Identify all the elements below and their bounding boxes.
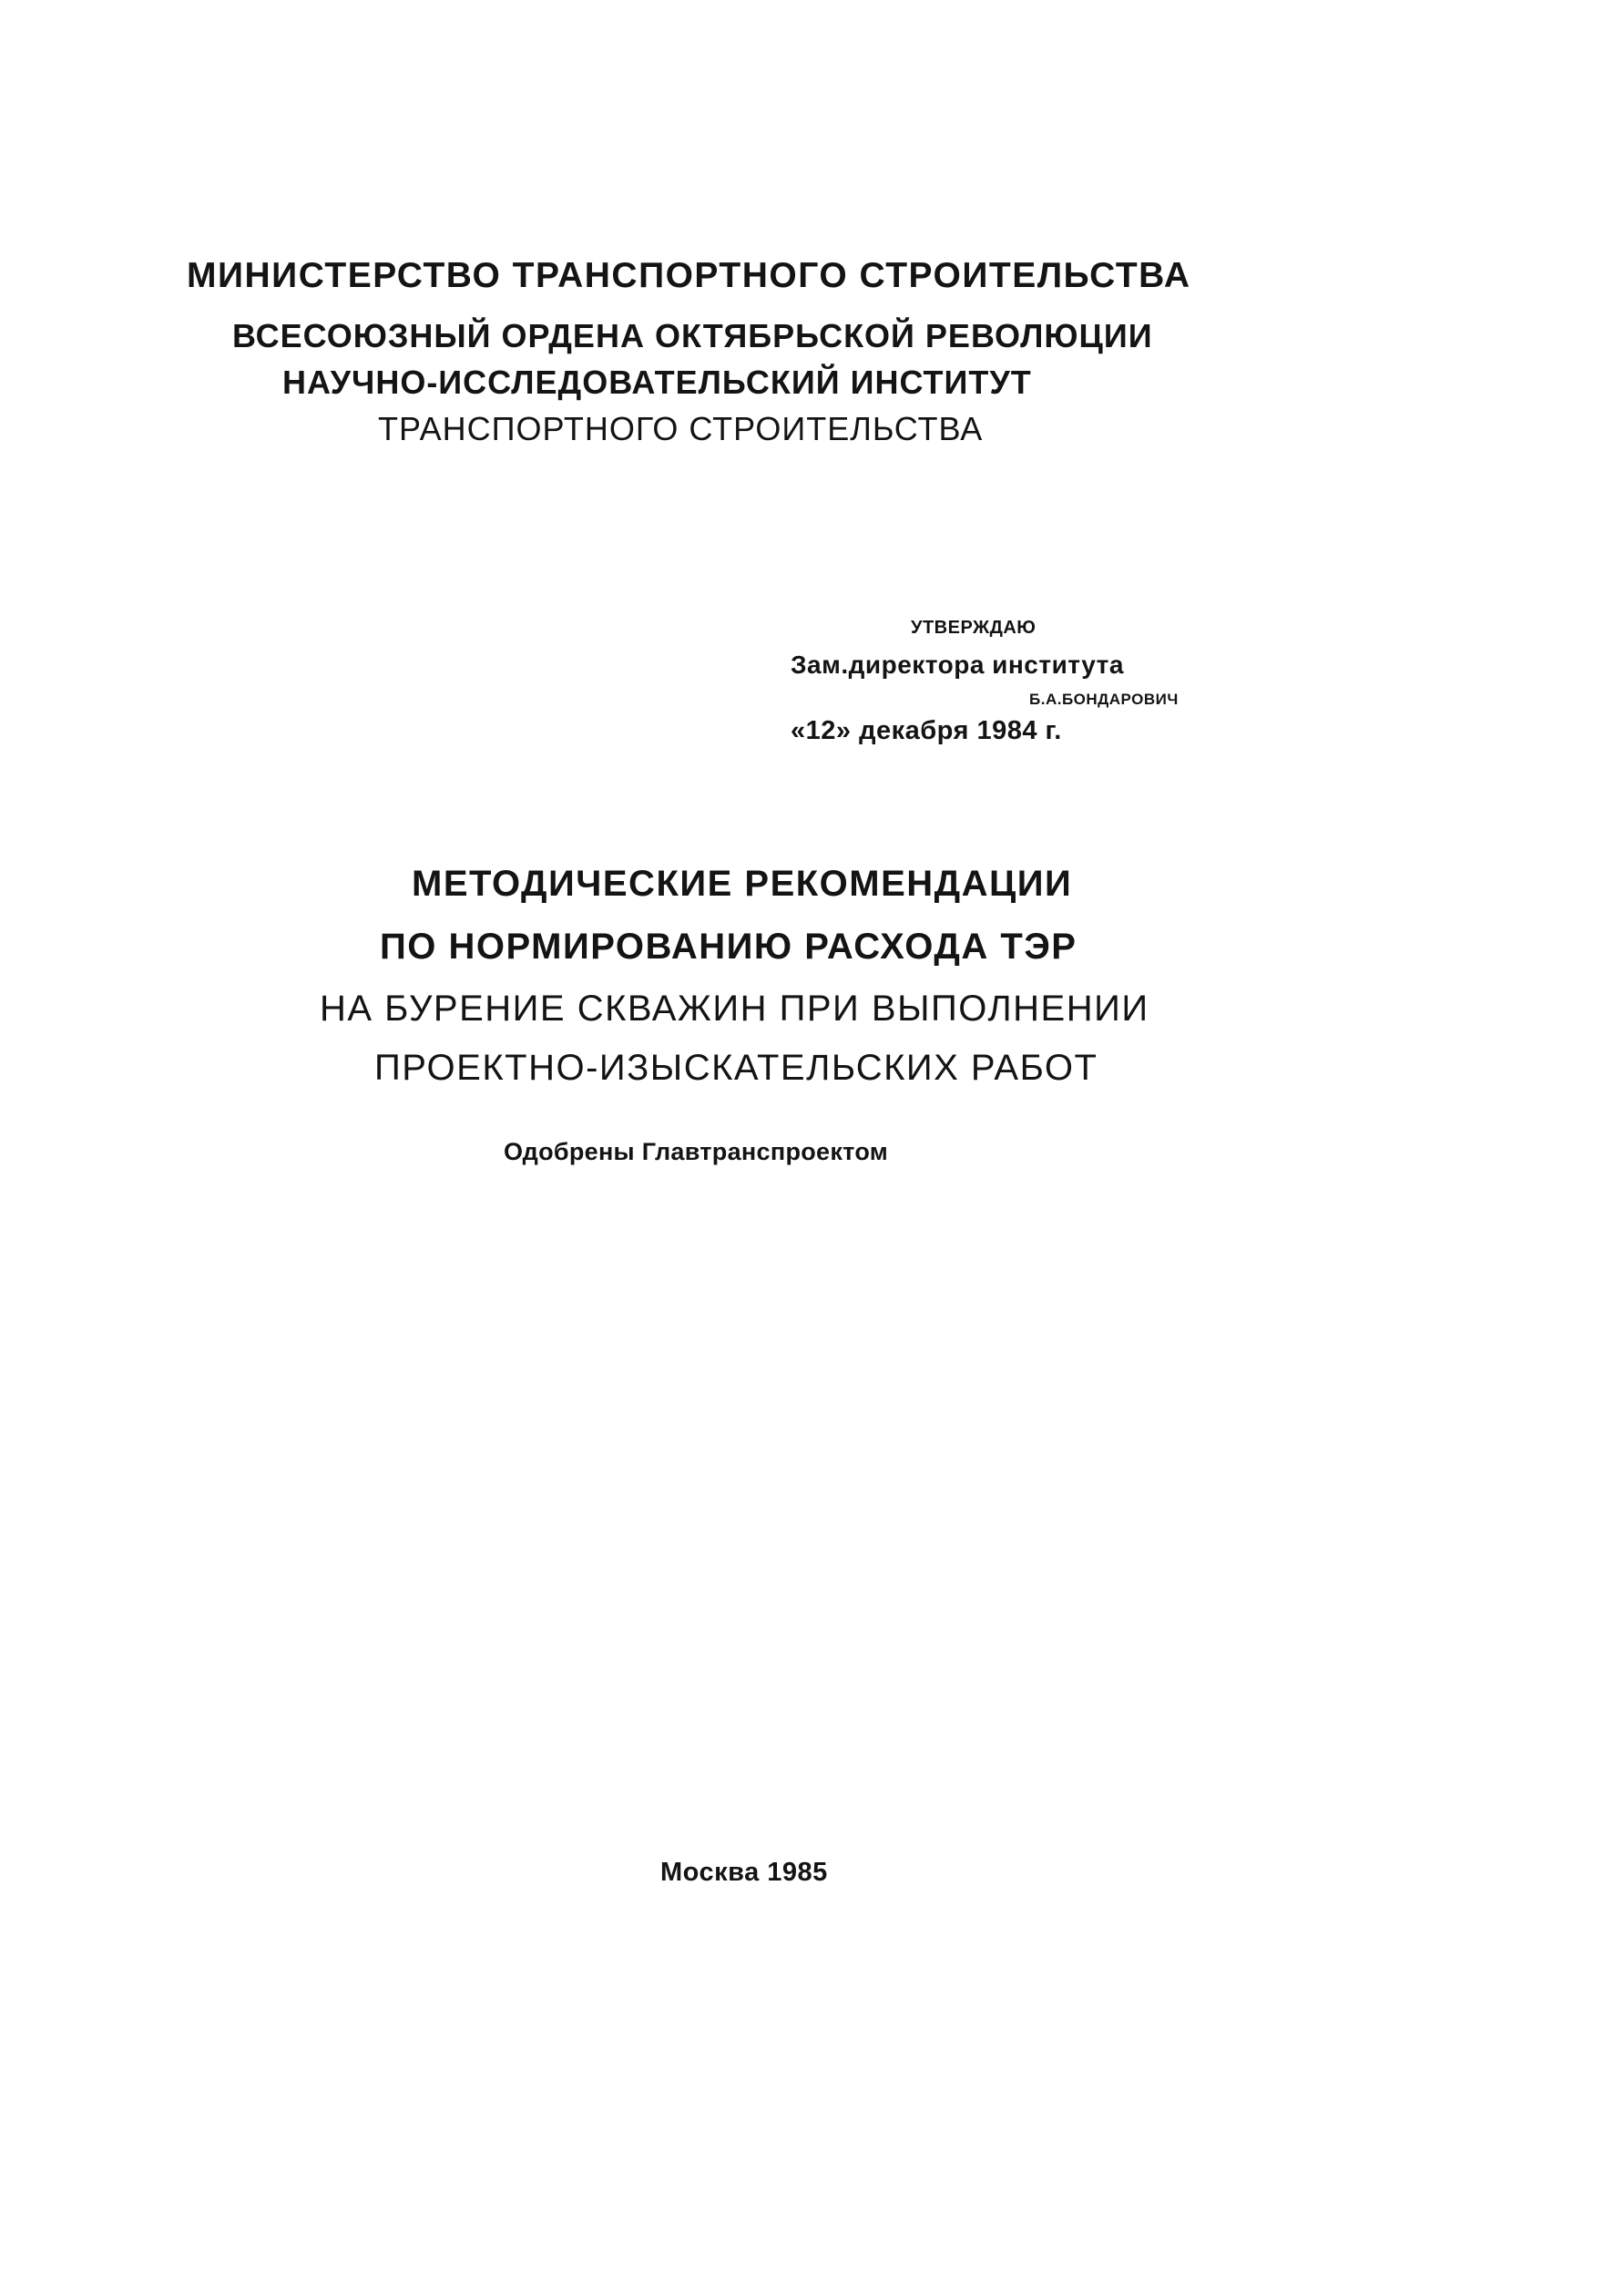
approval-label: УТВЕРЖДАЮ [911,618,1037,638]
ministry-name: МИНИСТЕРСТВО ТРАНСПОРТНОГО СТРОИТЕЛЬСТВА [187,256,1191,295]
title-line-1: МЕТОДИЧЕСКИЕ РЕКОМЕНДАЦИИ [412,864,1073,904]
city-year: Москва 1985 [660,1858,828,1887]
institute-name-line-2: НАУЧНО-ИССЛЕДОВАТЕЛЬСКИЙ ИНСТИТУТ [282,364,1032,401]
institute-name-line-3: ТРАНСПОРТНОГО СТРОИТЕЛЬСТВА [378,410,984,447]
approval-name: Б.А.БОНДАРОВИЧ [1029,691,1179,708]
title-line-3: НА БУРЕНИЕ СКВАЖИН ПРИ ВЫПОЛНЕНИИ [320,989,1149,1029]
approval-position: Зам.директора института [791,651,1124,679]
title-line-4: ПРОЕКТНО-ИЗЫСКАТЕЛЬСКИХ РАБОТ [374,1048,1098,1088]
institute-name-line-1: ВСЕСОЮЗНЫЙ ОРДЕНА ОКТЯБРЬСКОЙ РЕВОЛЮЦИИ [232,317,1153,354]
approval-date: «12» декабря 1984 г. [791,716,1062,745]
title-line-2: ПО НОРМИРОВАНИЮ РАСХОДА ТЭР [380,927,1078,967]
approved-by: Одобрены Главтранспроектом [504,1138,889,1165]
